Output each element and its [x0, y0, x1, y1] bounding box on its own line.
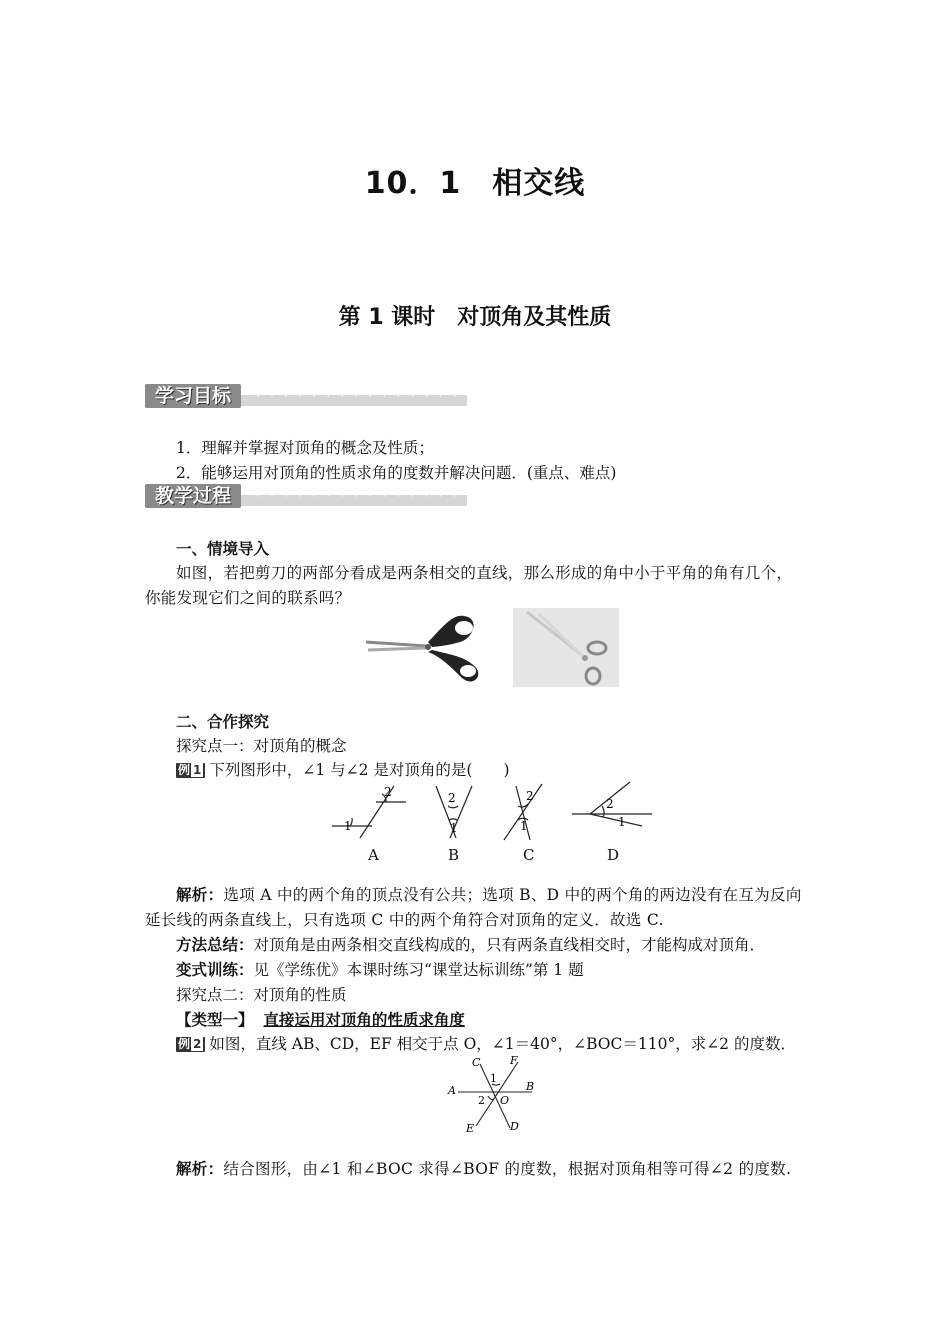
goal-item-1: 1．理解并掌握对顶角的概念及性质；: [176, 439, 434, 457]
section2-heading: 二、合作探究: [176, 713, 270, 731]
label-a: A: [448, 1084, 456, 1097]
fig-label-a: A: [368, 846, 379, 864]
label-b: B: [526, 1080, 535, 1093]
example2-text: 如图，直线 AB、CD，EF 相交于点 O，∠1＝40°，∠BOC＝110°，求∠2 的度数．: [209, 1035, 796, 1053]
fig-c-angle-2: 2: [526, 789, 534, 803]
process-banner-label: 教学过程: [145, 484, 241, 508]
section1-heading: 一、情境导入: [176, 540, 270, 558]
label-o: O: [500, 1094, 510, 1107]
example1-line: [176, 758, 510, 782]
point1-heading: 探究点一：对顶角的概念: [176, 737, 347, 755]
point2-heading: 探究点二：对顶角的性质: [176, 986, 347, 1004]
label-e: E: [466, 1122, 475, 1135]
angle-figures: [330, 780, 660, 844]
fig-c-angle-1: 1: [520, 819, 528, 833]
goal-item-2: 2．能够运用对顶角的性质求角的度数并解决问题．(重点、难点): [176, 464, 617, 482]
label-f: F: [510, 1054, 518, 1067]
analysis2: 解析：结合图形，由∠1 和∠BOC 求得∠BOF 的度数，根据对顶角相等可得∠2 的度数.: [176, 1160, 792, 1178]
goals-banner: [145, 384, 467, 413]
fig-a-angle-2: 2: [384, 785, 392, 799]
section1-text: 如图，若把剪刀的两部分看成是两条相交的直线，那么形成的角中小于平角的角有几个，你能发现它们之间的联系吗？: [145, 564, 793, 607]
label-d: D: [510, 1120, 519, 1133]
example1-text: 下列图形中，∠1 与∠2 是对顶角的是( ): [209, 761, 510, 779]
analysis1: 解析：选项 A 中的两个角的顶点没有公共；选项 B、D 中的两个角的两边没有在互为反向延长线的两条直线上，只有选项 C 中的两个角符合对顶角的定义．故选 C.: [145, 886, 802, 929]
fig-d-angle-1: 1: [618, 815, 626, 829]
page-title: 10．1 相交线: [364, 166, 586, 201]
label-angle-2: 2: [478, 1094, 485, 1107]
process-banner: [145, 484, 467, 513]
lesson-subtitle: 第 1 课时 对顶角及其性质: [338, 305, 612, 330]
example-badge: 例 2: [176, 1037, 205, 1052]
scissors-black-image: [362, 608, 486, 688]
label-angle-1: 1: [490, 1072, 497, 1085]
fig-d-angle-2: 2: [606, 797, 614, 811]
fig-b-angle-1: 1: [450, 821, 458, 835]
banner-dots: · · · · · · · · · · · · · · · · · · · · · · · · · ·: [255, 391, 459, 413]
example-badge: 例 1: [176, 763, 205, 778]
scissors-silver-image: [513, 608, 619, 687]
label-c: C: [472, 1056, 481, 1069]
variant-practice: 变式训练：见《学练优》本课时练习“课堂达标训练”第 1 题: [176, 961, 584, 979]
fig-label-c: C: [523, 846, 535, 864]
type1-heading: 【类型一】 直接运用对顶角的性质求角度: [176, 1011, 465, 1029]
fig-label-d: D: [607, 846, 620, 864]
fig-a-angle-1: 1: [344, 819, 352, 833]
scissors-icon: [366, 616, 478, 682]
goals-banner-label: 学习目标: [145, 384, 241, 408]
banner-dots: · · · · · · · · · · · · · · · · · · · · · · · · · ·: [255, 491, 459, 513]
intersecting-lines-figure: [440, 1052, 540, 1136]
fig-label-b: B: [448, 846, 460, 864]
fig-b-angle-2: 2: [448, 791, 456, 805]
method-summary: 方法总结：对顶角是由两条相交直线构成的，只有两条直线相交时，才能构成对顶角．: [176, 936, 766, 954]
